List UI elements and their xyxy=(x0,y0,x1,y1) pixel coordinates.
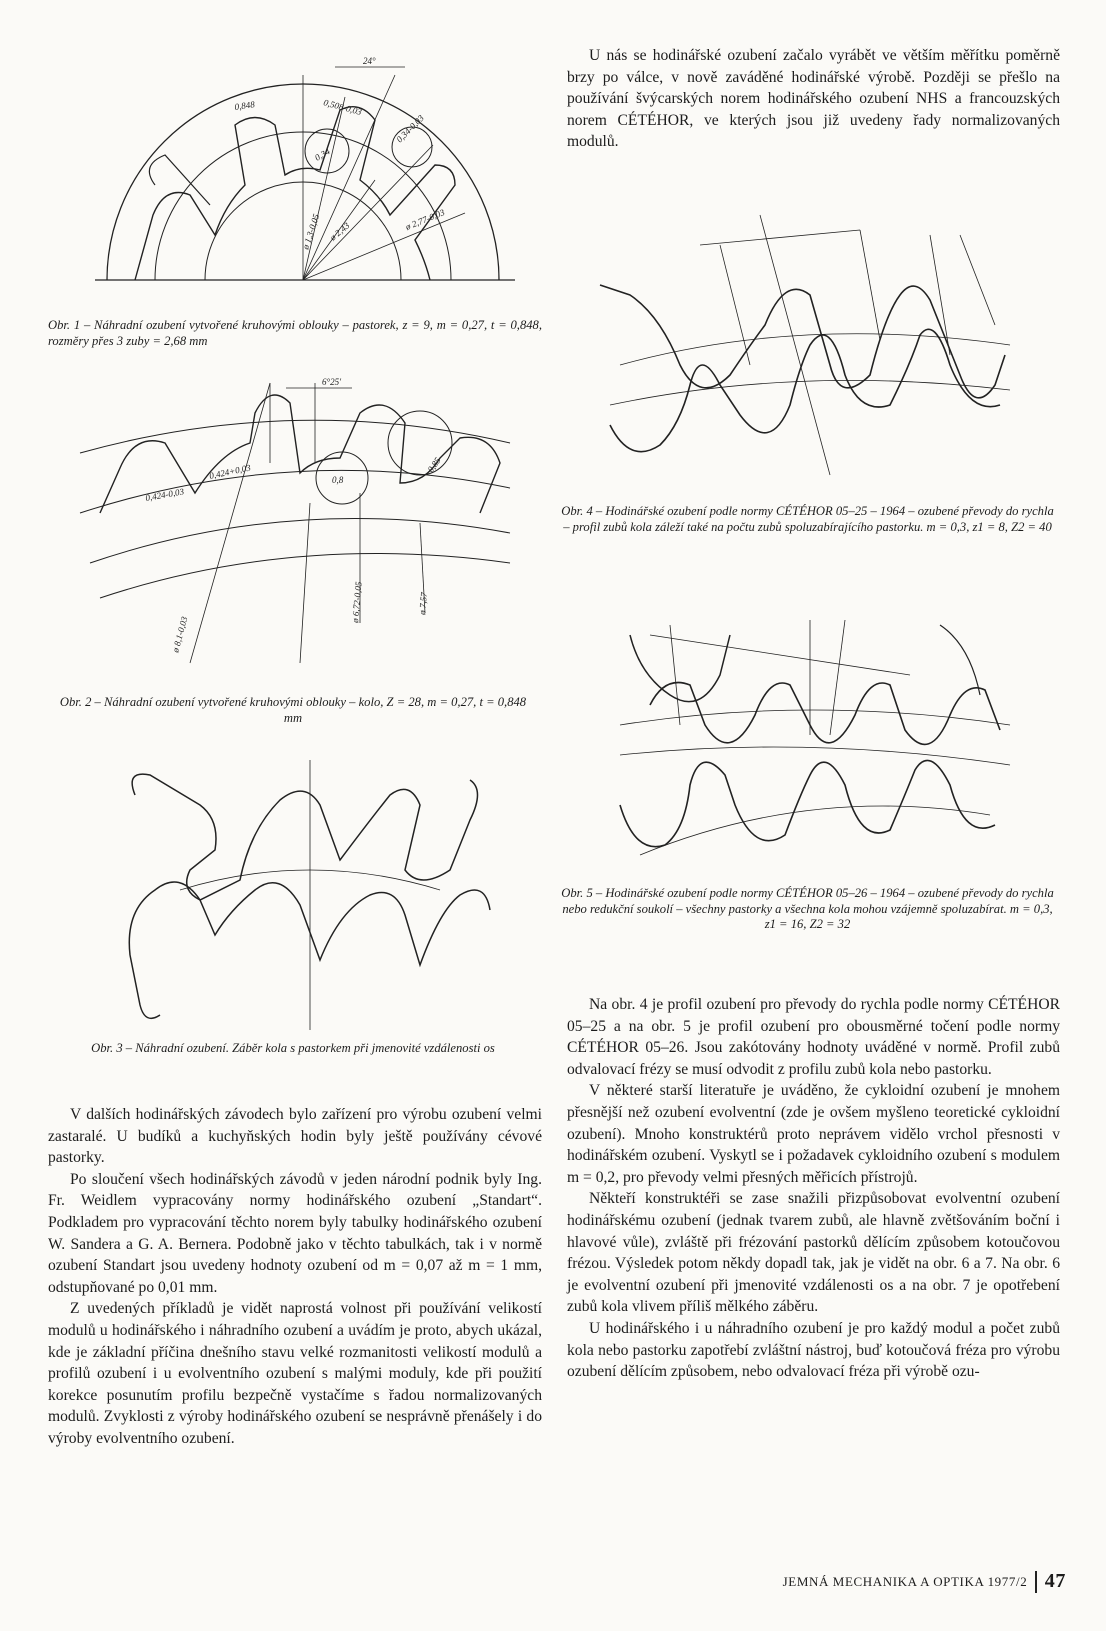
page-footer xyxy=(783,1570,1066,1593)
fig1-label-a: 0,508-0,03 xyxy=(322,97,363,118)
fig1-label-angle: 24° xyxy=(363,56,376,66)
figure-5-caption: Obr. 5 – Hodinářské ozubení podle normy CÉTÉHOR 05–26 – 1964 – ozubené převody do rychla nebo redukční soukolí – všechny pastorky a všechna kola mohou vzájemně spoluzabírat. m = 0,3, z1 = 16, Z2 = 32 xyxy=(561,886,1054,932)
figure-1-drawing xyxy=(95,55,515,305)
left-paragraph-1: V dalších hodinářských závodech bylo zařízení pro výrobu ozubení velmi zastaralé. U budíků a kuchyňských hodin byly ještě používány cévové pastorky. xyxy=(48,1106,542,1167)
figure-3-caption: Obr. 3 – Náhradní ozubení. Záběr kola s pastorkem při jmenovité vzdálenosti os xyxy=(91,1041,495,1055)
fig1-label-c: 0,34-0,03 xyxy=(394,112,426,145)
fig1-label-pitch: 0,848 xyxy=(233,99,256,112)
figure-4-caption: Obr. 4 – Hodinářské ozubení podle normy CÉTÉHOR 05–25 – 1964 – ozubené převody do rychla – profil zubů kola záleží také na počtu zubů spoluzabírajícího pastorku. m = 0,3, z1 = 8, Z2 = 40 xyxy=(561,504,1054,534)
left-paragraph-2: Po sloučení všech hodinářských závodů v jeden národní podnik byly Ing. Fr. Weidlem vypracovány normy hodinářského ozubení „Standart“. Podkladem pro vypracování těchto norem byly tabulky hodinářského ozubení W. Sandera a G. A. Bernera. Podobně jako v těchto tabulkách, tak i v normě ozubení Standart jsou uvedeny hodnoty ozubení od m = 0,07 až m = 1 mm, odstupňované po 0,01 mm. xyxy=(48,1170,542,1296)
fig2-label-angle: 6°25' xyxy=(322,377,342,387)
fig2-label-e: ø 8,1-0,03 xyxy=(170,615,190,654)
right-paragraph-3: Někteří konstruktéři se zase snažili přizpůsobovat evolventní ozubení hodinářskému ozubení (jednak tvarem zubů, ale hlavně zvětšováním boční i hlavové vůle), zvláště při frézování pastorků dělícím způsobem kotoučovou frézou. Výsledek potom někdy dopadl tak, jak je vidět na obr. 6 a 7. Na obr. 6 je evolventní ozubení při jmenovité vzdálenosti os a na obr. 7 je opotřebení zubů kola vlivem příliš mělkého záběru. xyxy=(567,1190,1060,1316)
fig2-label-a: 0,424-0,03 xyxy=(144,486,185,503)
fig2-label-c: 0,85 xyxy=(425,455,443,475)
figure-1-caption: Obr. 1 – Náhradní ozubení vytvořené kruhovými oblouky – pastorek, z = 9, m = 0,27, t = 0,848, rozměry přes 3 zuby = 2,68 mm xyxy=(48,318,542,348)
fig1-label-e: ø 2,43 xyxy=(327,220,352,243)
figure-4-drawing xyxy=(600,215,1020,495)
right-top-paragraph: U nás se hodinářské ozubení začalo vyrábět ve větším měřítku poměrně brzy po válce, v nově zaváděné hodinářské výrobě. Později se přešlo na používání švýcarských norem hodinářského ozubení NHS a francouzských norem CÉTÉHOR, ve kterých jsou již uvedeny řady normalizovaných modulů. xyxy=(567,47,1060,151)
right-paragraph-1: Na obr. 4 je profil ozubení pro převody do rychla podle normy CÉTÉHOR 05–25 a na obr. 5 je profil ozubení pro obousměrné točení podle normy CÉTÉHOR 05–26. Jsou zakótovány hodnoty uváděné v normě. Profil zubů odvalovací frézy se musí odvodit z profilu zubů kola nebo pastorku. xyxy=(567,996,1060,1078)
fig1-label-f: ø 2,77-0,03 xyxy=(404,207,446,232)
right-paragraph-4: U hodinářského i u náhradního ozubení je pro každý modul a počet zubů kola nebo pastorku zapotřebí zvláštní nástroj, buď kotoučová fréza pro výrobu ozubení dělícím způsobem, nebo odvalovací fréza při výrobě ozu- xyxy=(567,1319,1060,1381)
left-paragraph-3: Z uvedených příkladů je vidět naprostá volnost při používání velikostí modulů u hodinářského i náhradního ozubení a uvádím je proto, abych ukázal, kde je základní příčina dnešního stavu velké rozmanitosti velikostí modulů a profilů ozubení i u evolventního ozubení s malými moduly, kde při použití korekce posunutím profilu bezpečně vystačíme s řadou normalizovaných modulů. Zvyklosti z výroby hodinářského ozubení se nesprávně přenášely i do výroby evolventního ozubení. xyxy=(48,1300,542,1447)
fig2-label-b: 0,424+0,03 xyxy=(208,462,252,481)
right-paragraph-2: V některé starší literatuře je uváděno, že cykloidní ozubení je mnohem přesnější než ozubení evolventní (zde je ovšem myšleno teoretické cykloidní ozubení). Mnoho konstruktérů proto neprávem vidělo vrchol přesnosti v hodinářském ozubení. Vyskytl se i požadavek cykloidního ozubení s modulem m = 0,2, pro převody velmi přesných měřicích přístrojů. xyxy=(567,1082,1060,1186)
left-column xyxy=(48,1104,542,1450)
figure-3-drawing xyxy=(120,760,500,1030)
fig1-label-b: 0,34 xyxy=(313,146,332,163)
footer-divider xyxy=(1035,1571,1037,1593)
journal-name: JEMNÁ MECHANIKA A OPTIKA 1977/2 xyxy=(782,1573,1028,1589)
figure-2-drawing xyxy=(60,377,530,673)
fig2-label-f: ø 6,72-0,05 xyxy=(350,581,364,624)
page-number: 47 xyxy=(1044,1570,1066,1592)
figure-2-caption: Obr. 2 – Náhradní ozubení vytvořené kruhovými oblouky – kolo, Z = 28, m = 0,27, t = 0,848 mm xyxy=(59,695,527,725)
right-column xyxy=(567,994,1060,1383)
figure-5-drawing xyxy=(610,615,1030,885)
fig2-label-d: 0,8 xyxy=(332,475,344,485)
fig1-label-d: ø 1,3-0,05 xyxy=(300,212,322,251)
fig2-label-g: ø 7,57 xyxy=(417,591,429,616)
right-column-top xyxy=(567,45,1060,153)
